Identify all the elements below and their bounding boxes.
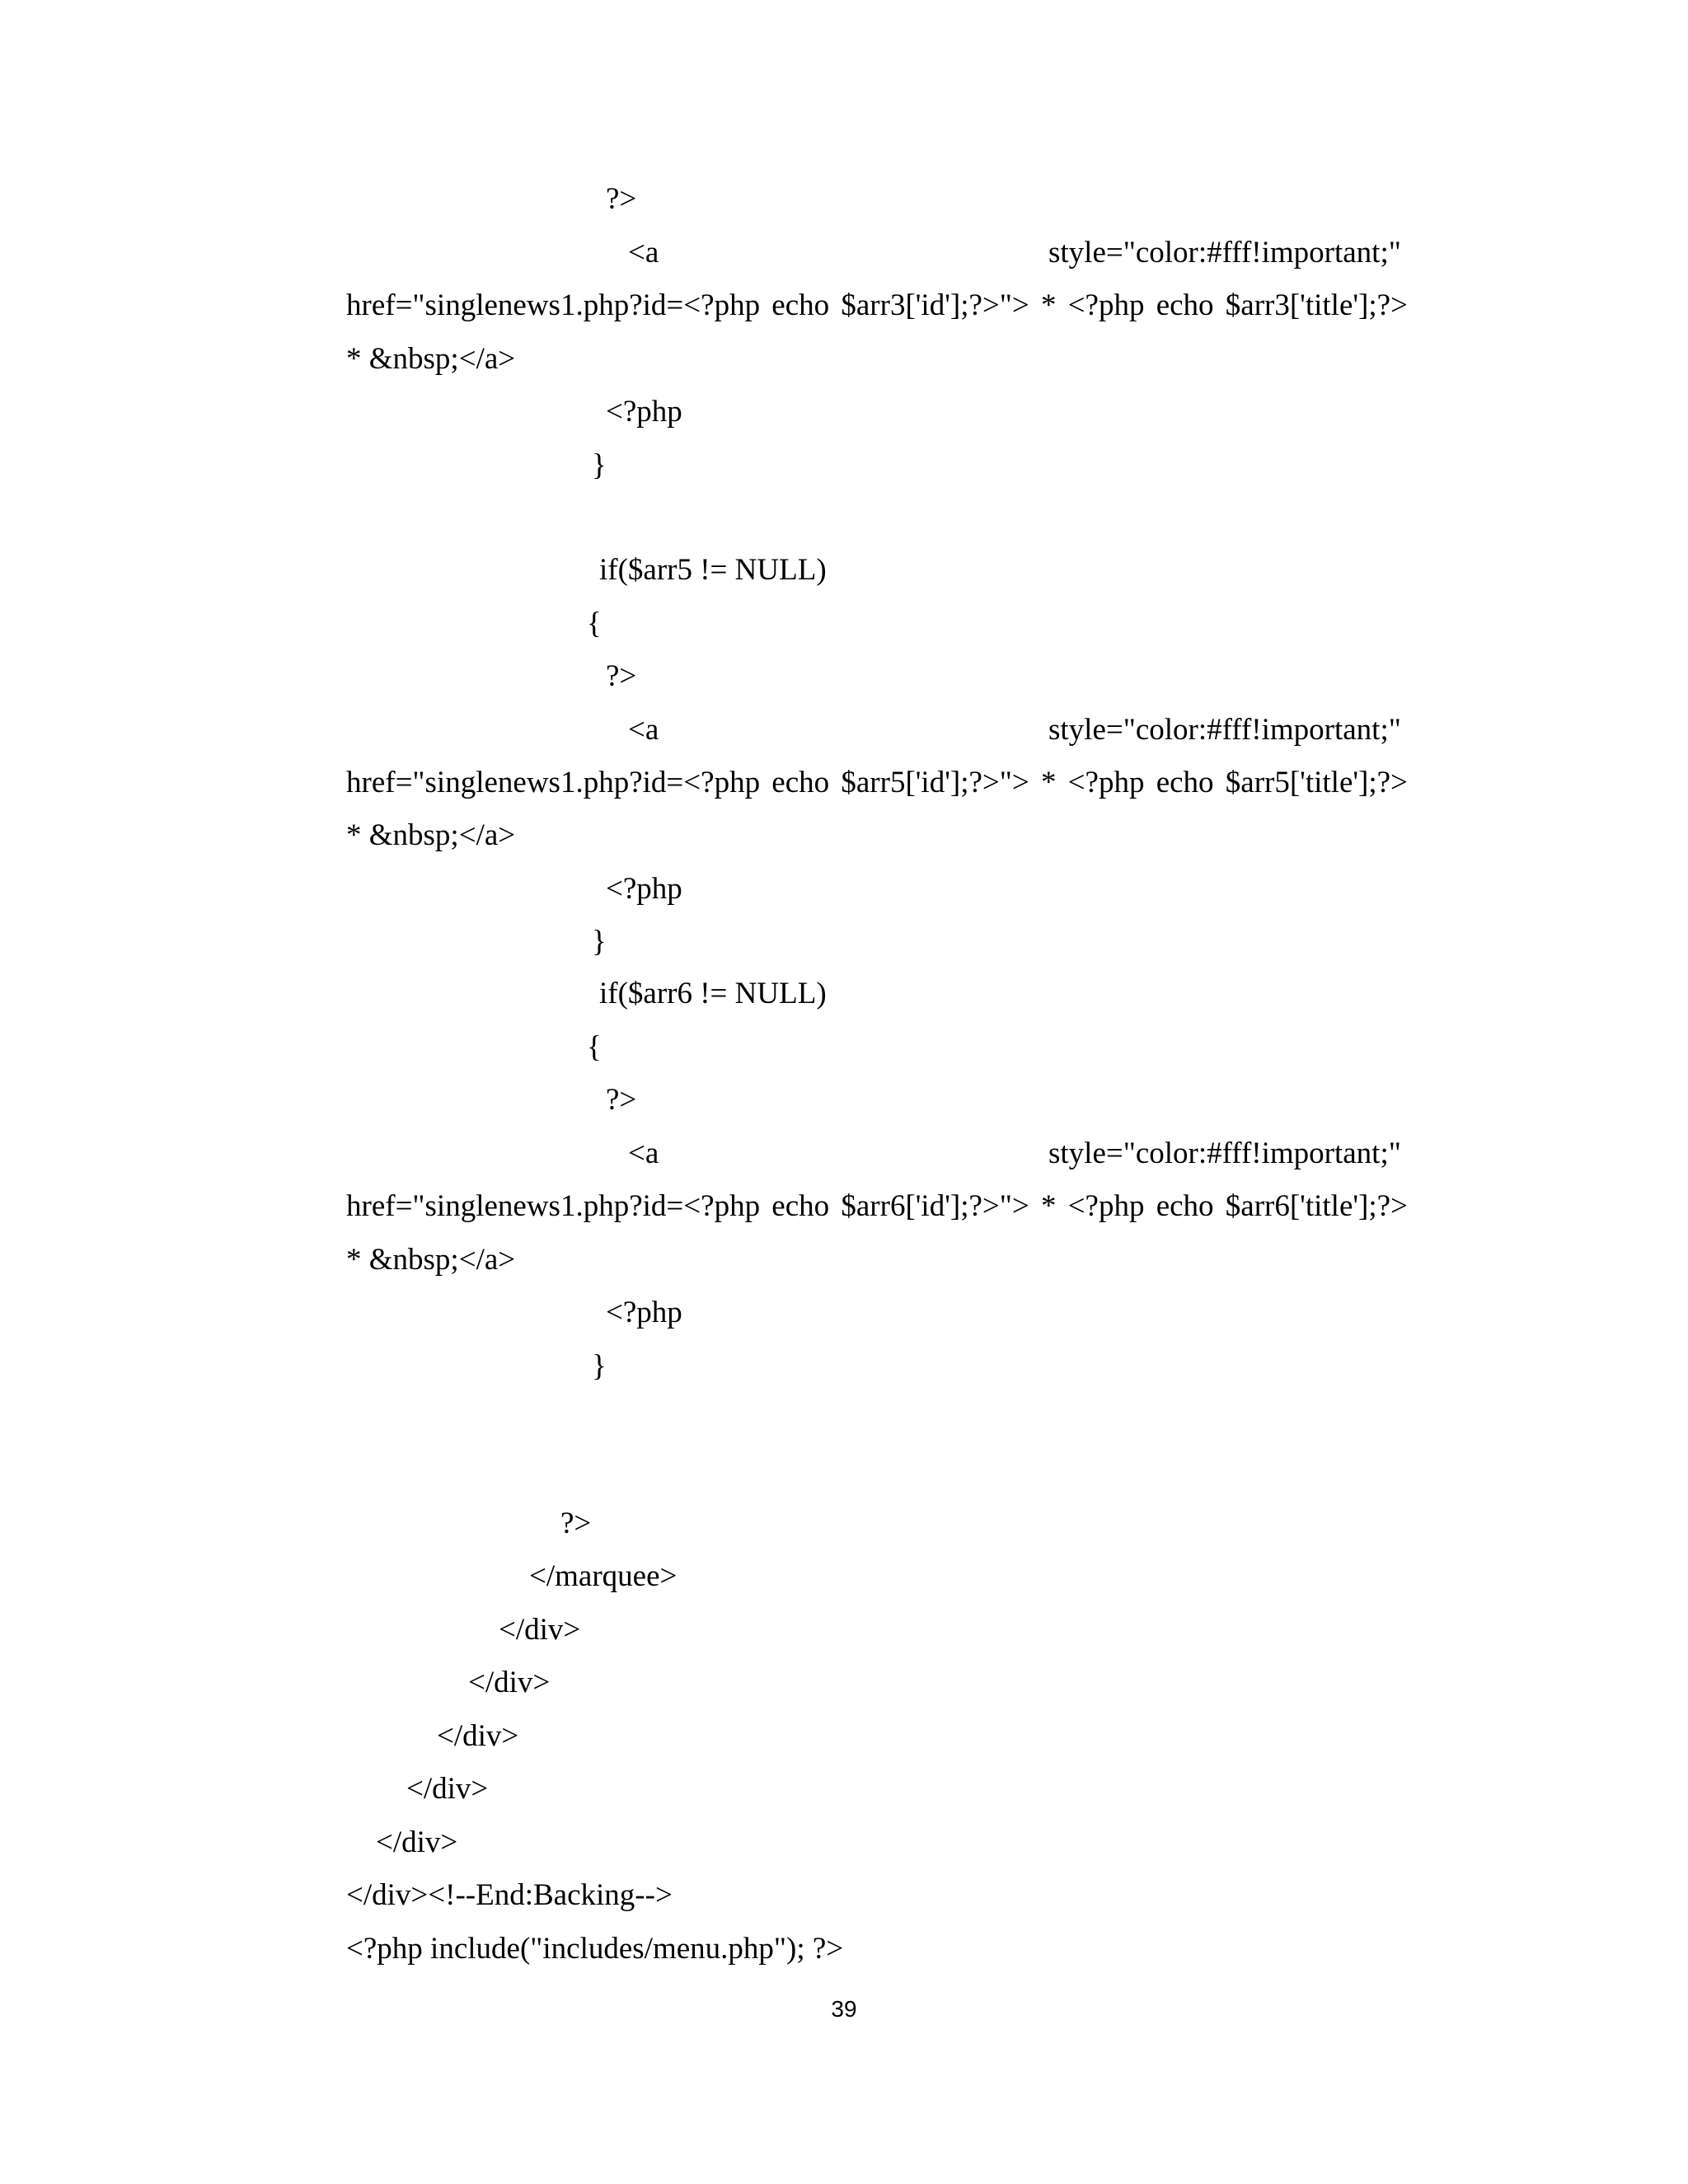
code-word: echo bbox=[771, 1189, 830, 1223]
code-word: <?php bbox=[1067, 766, 1145, 799]
code-line: </div> bbox=[406, 1772, 489, 1806]
code-line: * &nbsp;</a> bbox=[346, 1243, 516, 1277]
code-line-justified bbox=[346, 288, 1408, 324]
code-word: * bbox=[1040, 288, 1057, 322]
code-line-justified bbox=[346, 765, 1408, 801]
code-line: </div><!--End:Backing--> bbox=[346, 1878, 673, 1912]
code-word: echo bbox=[771, 288, 830, 322]
code-word: * bbox=[1040, 1189, 1057, 1223]
code-line: </div> bbox=[499, 1613, 581, 1647]
code-word: * bbox=[1040, 766, 1057, 799]
code-line: <a bbox=[628, 1137, 659, 1170]
code-line: style="color:#fff!important;" bbox=[1048, 1137, 1401, 1170]
code-word: $arr6['id'];?>"> bbox=[841, 1189, 1029, 1223]
code-line: ?> bbox=[606, 1083, 637, 1117]
code-line: style="color:#fff!important;" bbox=[1048, 713, 1401, 747]
code-word: echo bbox=[771, 766, 830, 799]
code-word: <?php bbox=[1067, 1189, 1145, 1223]
code-line: </div> bbox=[376, 1825, 458, 1859]
code-line: <a bbox=[628, 713, 659, 747]
code-word: $arr5['title'];?> bbox=[1225, 766, 1408, 799]
code-word: $arr3['title'];?> bbox=[1225, 288, 1408, 322]
code-line: * &nbsp;</a> bbox=[346, 342, 516, 376]
code-line: if($arr6 != NULL) bbox=[599, 977, 827, 1010]
code-line: ?> bbox=[606, 659, 637, 693]
code-word: $arr6['title'];?> bbox=[1225, 1189, 1408, 1223]
code-line: ?> bbox=[560, 1507, 592, 1540]
code-word: <?php bbox=[1067, 288, 1145, 322]
code-line: <?php bbox=[606, 395, 682, 429]
code-line: { bbox=[587, 1030, 602, 1064]
code-line: } bbox=[592, 448, 607, 482]
code-line: * &nbsp;</a> bbox=[346, 818, 516, 852]
code-word: href="singlenews1.php?id=<?php bbox=[346, 766, 761, 799]
page-number: 39 bbox=[831, 1996, 857, 2022]
code-line: <?php bbox=[606, 872, 682, 906]
code-line: { bbox=[587, 607, 602, 640]
code-word: echo bbox=[1156, 766, 1214, 799]
code-line: <a bbox=[628, 236, 659, 269]
code-line: </marquee> bbox=[529, 1559, 678, 1593]
code-line-justified bbox=[346, 1188, 1408, 1225]
code-line: </div> bbox=[468, 1666, 551, 1699]
code-line: ?> bbox=[606, 182, 637, 216]
code-word: href="singlenews1.php?id=<?php bbox=[346, 1189, 761, 1223]
code-line: } bbox=[592, 925, 607, 958]
code-line: <?php bbox=[606, 1296, 682, 1329]
code-word: $arr3['id'];?>"> bbox=[841, 288, 1029, 322]
code-line: style="color:#fff!important;" bbox=[1048, 236, 1401, 269]
code-line: <?php include("includes/menu.php"); ?> bbox=[346, 1932, 844, 1966]
code-line: } bbox=[592, 1349, 607, 1383]
code-word: echo bbox=[1156, 1189, 1214, 1223]
code-word: href="singlenews1.php?id=<?php bbox=[346, 288, 761, 322]
code-word: $arr5['id'];?>"> bbox=[841, 766, 1029, 799]
code-word: echo bbox=[1156, 288, 1214, 322]
code-line: if($arr5 != NULL) bbox=[599, 553, 827, 587]
code-line: </div> bbox=[437, 1719, 519, 1753]
